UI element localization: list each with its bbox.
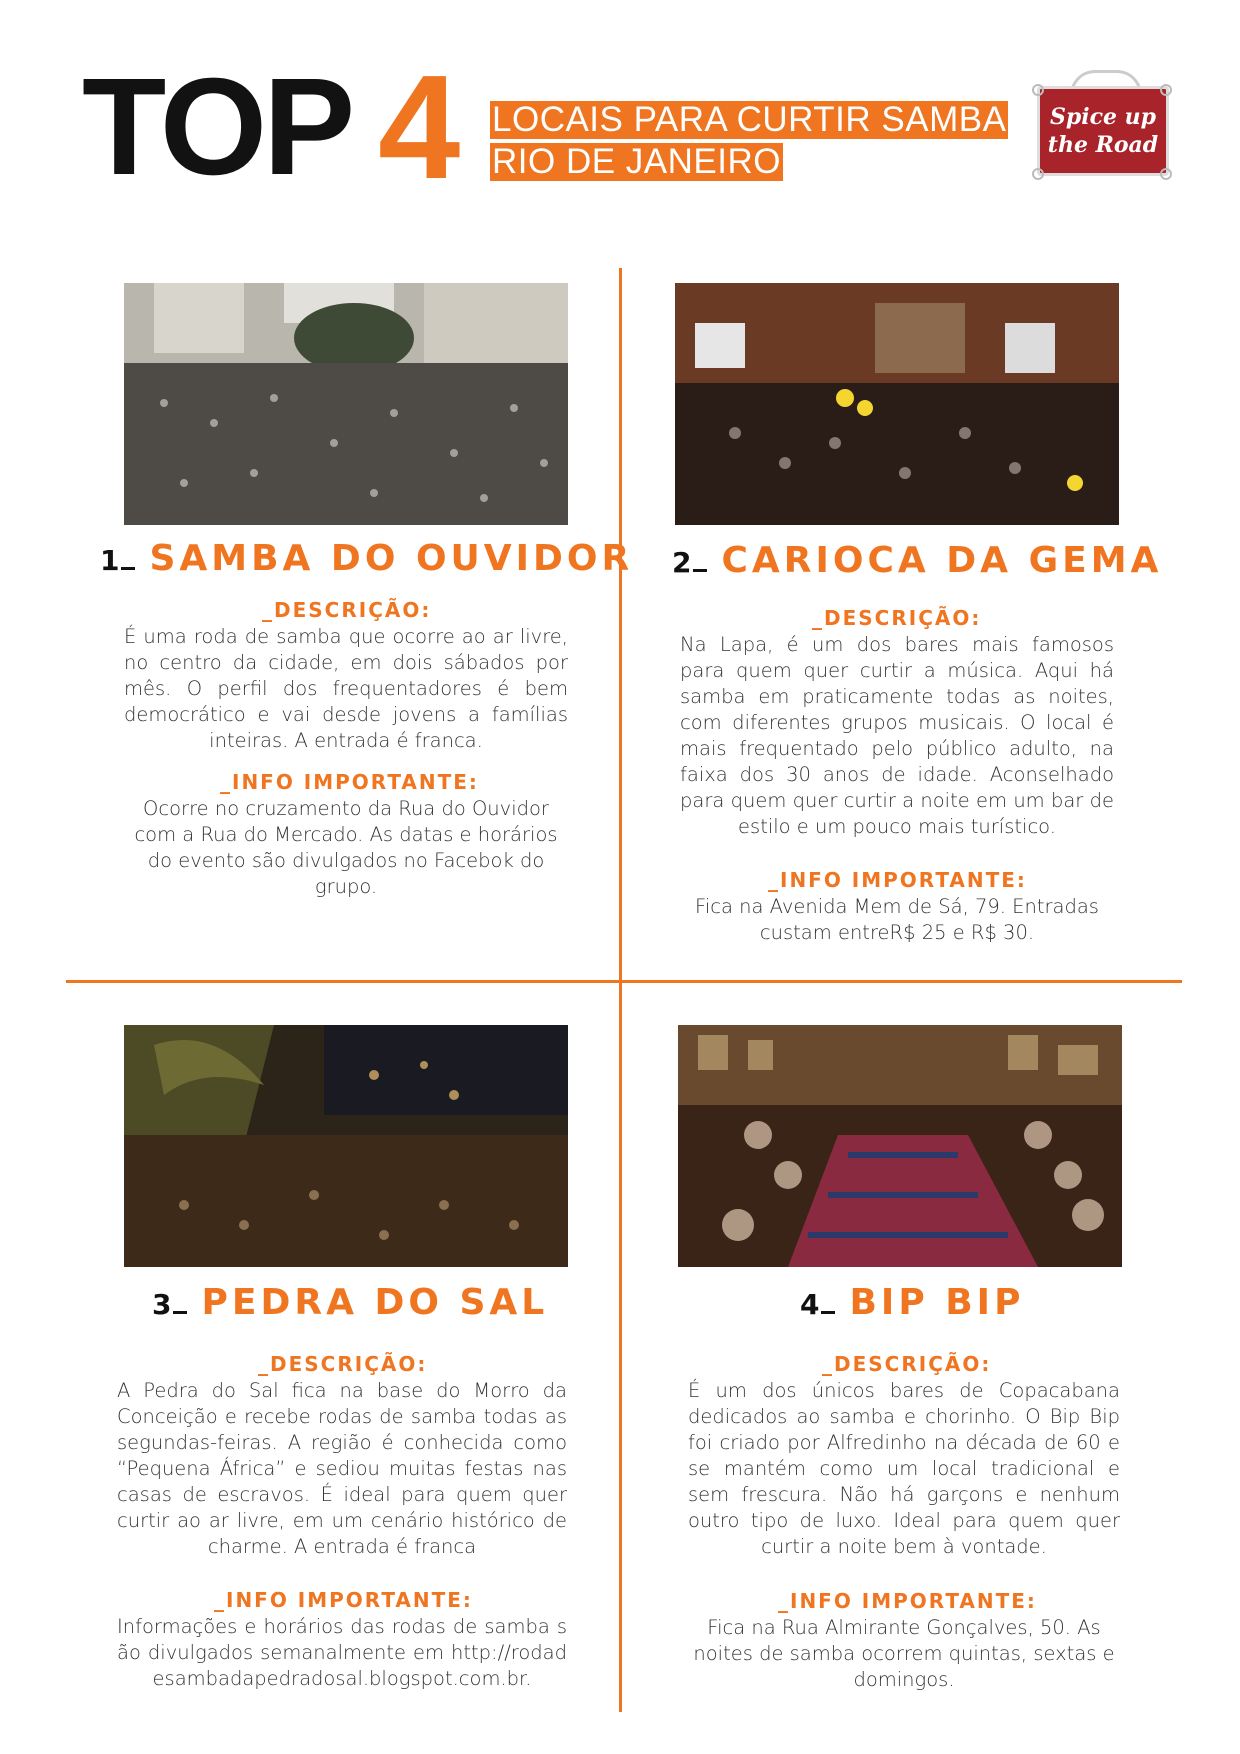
info-label: _INFO IMPORTANTE:	[214, 1588, 473, 1612]
venue-name: SAMBA DO OUVIDOR	[149, 538, 634, 579]
brand-logo	[1037, 86, 1169, 176]
venue-info-1: Ocorre no cruzamento da Rua do Ouvidor com a Rua do Mercado. As datas e horários do evento são divulgados no Facebok do grupo.	[134, 797, 558, 898]
info-label: _INFO IMPORTANTE:	[778, 1589, 1037, 1613]
description-label: _DESCRIÇÃO:	[822, 1352, 992, 1376]
venue-name: CARIOCA DA GEMA	[721, 540, 1163, 581]
logo-bolt-icon	[1032, 84, 1044, 96]
venue-info-3: Informações e horários das rodas de samba são divulgados semanalmente em http://rodadesambadapedradosal.blogspot.com.br.	[117, 1615, 567, 1690]
venue-photo-4	[678, 1025, 1122, 1267]
description-label: _DESCRIÇÃO:	[258, 1352, 428, 1376]
venue-name: PEDRA DO SAL	[201, 1282, 549, 1323]
venue-photo-2	[675, 283, 1119, 525]
venue-info-2: Fica na Avenida Mem de Sá, 79. Entradas custam entreR$ 25 e R$ 30.	[695, 895, 1099, 944]
page-title-number: 4	[378, 45, 461, 210]
page-title-top: TOP	[82, 50, 352, 204]
venue-description-3: A Pedra do Sal fica na base do Morro da Conceição e recebe rodas de samba todas as segundas-feiras. A região é conhecida como “Pequena África” e sediou muitas festas nas casas de escravos. É ideal para quem quer curtir ao ar livre, em um cenário histórico de charme. A entrada é franca	[117, 1379, 567, 1558]
venue-title-4	[800, 1282, 1024, 1323]
venue-title-3	[152, 1282, 548, 1323]
subtitle-line-1: LOCAIS PARA CURTIR SAMBA	[492, 100, 1007, 139]
venue-photo-1	[124, 283, 568, 525]
venue-number: 3	[152, 1288, 187, 1321]
logo-bolt-icon	[1032, 168, 1044, 180]
logo-bolt-icon	[1160, 168, 1172, 180]
venue-description-4: É um dos únicos bares de Copacabana dedicados ao samba e chorinho. O Bip Bip foi criado por Alfredinho na década de 60 e se mantém como um local tradicional e sem frescura. Não há garçons e nenhum outro tipo de luxo. Ideal para quem quer curtir a noite bem à vontade.	[688, 1379, 1120, 1558]
description-label: _DESCRIÇÃO:	[262, 598, 432, 622]
venue-title-2	[672, 540, 1162, 581]
venue-number: 4	[800, 1288, 835, 1321]
vertical-divider	[619, 268, 622, 1712]
venue-number: 2	[672, 546, 707, 579]
logo-text-line-2: the Road	[1047, 132, 1159, 158]
info-label: _INFO IMPORTANTE:	[768, 868, 1027, 892]
logo-text-line-1: Spice up	[1049, 104, 1157, 130]
logo-bolt-icon	[1160, 84, 1172, 96]
venue-photo-3	[124, 1025, 568, 1267]
info-label: _INFO IMPORTANTE:	[220, 770, 479, 794]
description-label: _DESCRIÇÃO:	[812, 606, 982, 630]
venue-title-1	[100, 538, 633, 579]
venue-description-2: Na Lapa, é um dos bares mais famosos para quem quer curtir a música. Aqui há samba em praticamente todas as noites, com diferentes grupos musicais. O local é mais frequentado pelo público adulto, na faixa dos 30 anos de idade. Aconselhado para quem quer curtir a noite em um bar de estilo e um pouco mais turístico.	[680, 633, 1114, 838]
venue-name: BIP BIP	[849, 1282, 1025, 1323]
venue-number: 1	[100, 544, 135, 577]
venue-description-1: É uma roda de samba que ocorre ao ar livre, no centro da cidade, em dois sábados por mês. O perfil dos frequentadores é bem democrático e vai desde jovens a famílias inteiras. A entrada é franca.	[124, 625, 568, 752]
subtitle-line-2: RIO DE JANEIRO	[492, 142, 781, 181]
venue-info-4: Fica na Rua Almirante Gonçalves, 50. As noites de samba ocorrem quintas, sextas e domingos.	[693, 1616, 1115, 1691]
horizontal-divider	[66, 980, 1182, 983]
